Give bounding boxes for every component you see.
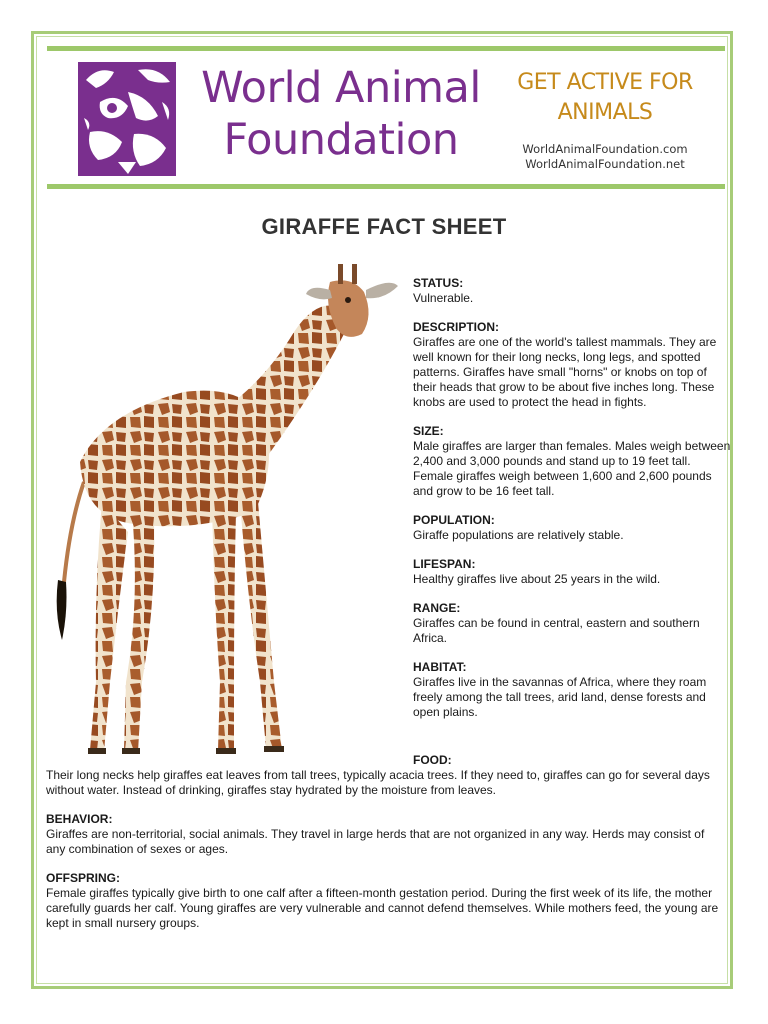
website-urls	[500, 142, 710, 172]
section-population	[413, 513, 733, 543]
foundation-logo	[78, 62, 176, 176]
range-text: Giraffes can be found in central, eastern and southern Africa.	[413, 616, 700, 645]
status-label: STATUS:	[413, 276, 464, 290]
organization-name	[196, 62, 486, 166]
size-label: SIZE:	[413, 424, 444, 438]
section-food	[46, 753, 726, 798]
section-behavior	[46, 812, 726, 857]
offspring-text: Female giraffes typically give birth to one calf after a fifteen-month gestation period. During the first week of its life, the mother carefully guards her calf. Young giraffes are very vulnerable and cannot defend themselves. While mothers feed, the young are kept in small nursery groups.	[46, 886, 719, 930]
description-text: Giraffes are one of the world's tallest mammals. They are well known for their long necks, long legs, and spotted patterns. Giraffes have small "horns" or knobs on top of their heads that grow to be about five inches long. These knobs are used to protect the head in fights.	[413, 335, 717, 409]
habitat-text: Giraffes live in the savannas of Africa, where they roam freely among the tall trees, arid land, dense forests and open plains.	[413, 675, 707, 719]
lifespan-label: LIFESPAN:	[413, 557, 476, 571]
org-name-line-2: Foundation	[223, 115, 459, 165]
food-label: FOOD:	[413, 753, 452, 767]
tagline-line-2: ANIMALS	[557, 100, 653, 125]
url-com[interactable]: WorldAnimalFoundation.com	[522, 142, 688, 156]
org-name-line-1: World Animal	[201, 63, 481, 113]
population-label: POPULATION:	[413, 513, 495, 527]
header-top-rule	[47, 46, 725, 51]
section-description	[413, 320, 733, 410]
lifespan-text: Healthy giraffes live about 25 years in the wild.	[413, 572, 661, 586]
giraffe-illustration	[44, 262, 414, 762]
facts-full-width	[46, 753, 726, 945]
habitat-label: HABITAT:	[413, 660, 467, 674]
food-text: Their long necks help giraffes eat leaves from tall trees, typically acacia trees. If they need to, giraffes can go for several days without water. Instead of drinking, giraffes stay hydrated by the moisture from leaves.	[46, 768, 710, 797]
status-text: Vulnerable.	[413, 291, 474, 305]
facts-column	[413, 276, 733, 734]
section-range	[413, 601, 733, 646]
section-offspring	[46, 871, 726, 931]
population-text: Giraffe populations are relatively stable.	[413, 528, 624, 542]
behavior-text: Giraffes are non-territorial, social animals. They travel in large herds that are not organized in any way. Herds may consist of any combination of sexes or ages.	[46, 827, 705, 856]
section-size	[413, 424, 733, 499]
tagline	[500, 68, 710, 128]
section-status	[413, 276, 733, 306]
behavior-label: BEHAVIOR:	[46, 812, 113, 826]
description-label: DESCRIPTION:	[413, 320, 500, 334]
tagline-line-1: GET ACTIVE FOR	[517, 70, 693, 95]
url-net[interactable]: WorldAnimalFoundation.net	[525, 157, 685, 171]
range-label: RANGE:	[413, 601, 461, 615]
offspring-label: OFFSPRING:	[46, 871, 120, 885]
section-lifespan	[413, 557, 733, 587]
header-bottom-rule	[47, 184, 725, 189]
section-habitat	[413, 660, 733, 720]
size-text: Male giraffes are larger than females. Males weigh between 2,400 and 3,000 pounds and stand up to 19 feet tall. Female giraffes weigh between 1,600 and 2,600 pounds and grow to be 16 feet tall.	[413, 439, 731, 498]
page-title: GIRAFFE FACT SHEET	[261, 214, 507, 239]
